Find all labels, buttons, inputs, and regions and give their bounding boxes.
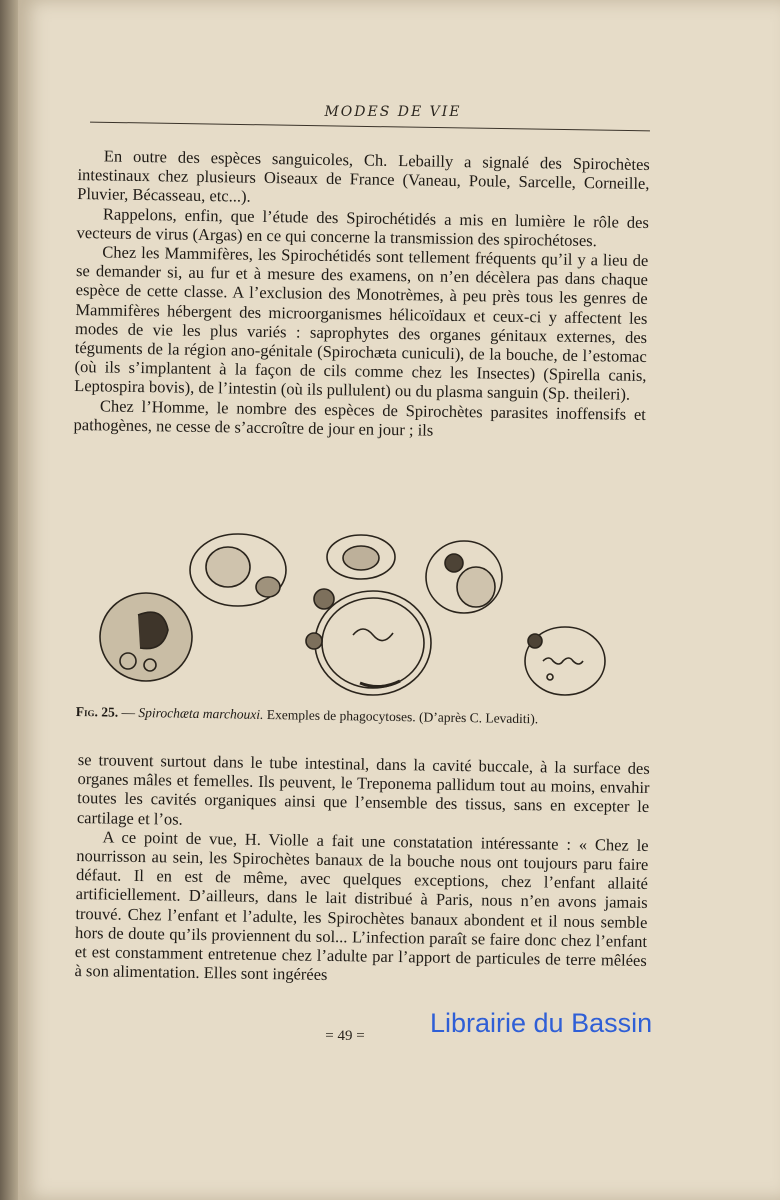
inclusion-drawing [547, 674, 553, 680]
nucleus-drawing [457, 567, 495, 607]
inclusion-drawing [528, 634, 542, 648]
nucleus-drawing [343, 546, 379, 570]
inclusion-drawing [306, 633, 322, 649]
spirochete-drawing [353, 629, 393, 641]
running-head: MODES DE VIE [324, 104, 462, 120]
book-page [18, 0, 780, 1200]
paragraph: Rappelons, enfin, que l’étude des Spirochétidés a mis en lumière le rôle des vecteurs de virus (Argas) en ce qui concerne la transmission des spirochétoses. [76, 204, 650, 250]
inclusion-drawing [314, 589, 334, 609]
paragraph: Chez les Mammifères, les Spirochétidés sont tellement fréquents qu’il y a lieu de se demander si, au fur et à mesure des examens, on n’en décèlera pas dans chaque espèce de cette classe. A l’exclusion des Monotrèmes, à peu près tous les genres de Mammifères hébergent des microorganismes hélicoïdaux et ceux-ci y affectent les modes de vie les plus variés : saprophytes des organes génitaux externes, des téguments de la région ano-génitale (Spirochæta cuniculi), de la bouche, de l’estomac (où ils s’implantent à la façon de cils comme chez les Insectes) (Spirella canis, Leptospira bovis), de l’intestin (où ils pullulent) ou du plasma sanguin (Sp. theileri). [74, 242, 649, 405]
watermark: Librairie du Bassin [430, 1008, 653, 1038]
inclusion-drawing [445, 554, 463, 572]
nucleus-drawing [206, 547, 250, 587]
paragraph: se trouvent surtout dans le tube intestinal, dans la cavité buccale, à la surface des organes mâles et femelles. Ils peuvent, le Treponema pallidum tout au moins, envahir toutes les cavités organiques ainsi que l’ensemble des tissus, sans en excepter le cartilage et l’os. [76, 750, 650, 829]
cell-drawing [315, 591, 431, 695]
figure-phagocytosis-illustration [98, 525, 638, 700]
spirochete-drawing [360, 681, 400, 687]
figure-label: Fig. 25. [75, 704, 119, 720]
header-rule [90, 122, 650, 132]
paragraph: A ce point de vue, H. Violle a fait une constatation intéressante : « Chez le nourrisson au sein, les Spirochètes banaux de la bouche nous ont toujours paru faire défaut. Il en est de même, avec quelques exceptions, chez l’enfant allaité artificiellement. D’ailleurs, dans le lait distribué à Paris, nous n’en avons jamais trouvé. Chez l’enfant et l’adulte, les Spirochètes banaux abondent et il nous semble hors de doute qu’ils proviennent du sol... L’infection paraît se faire donc chez l’enfant et est constamment entretenue chez l’adulte par l’apport de particules de terre mêlées à son alimentation. Elles sont ingérées [74, 827, 649, 985]
spirochete-drawing [543, 658, 583, 664]
body-text-bottom [74, 750, 650, 989]
paragraph: En outre des espèces sanguicoles, Ch. Lebailly a signalé des Spirochètes intestinaux chez plusieurs Oiseaux de France (Vaneau, Poule, Sarcelle, Corneille, Pluvier, Bécasseau, etc...). [77, 146, 650, 207]
inclusion-drawing [256, 577, 280, 597]
page-edge-shadow [0, 0, 18, 1200]
figure-caption [76, 704, 636, 729]
membrane-drawing [322, 598, 424, 688]
page-number: = 49 = [325, 1028, 365, 1044]
caption-text: Exemples de phagocytoses. (D’après C. Levaditi). [263, 706, 539, 727]
caption-species: Spirochæta marchouxi. [138, 704, 264, 722]
caption-dash: — [118, 704, 139, 720]
paragraph: Chez l’Homme, le nombre des espèces de Spirochètes parasites inoffensifs et pathogènes, ne cesse de s’accroître de jour en jour ; ils [73, 396, 647, 440]
body-text-top [73, 146, 649, 443]
